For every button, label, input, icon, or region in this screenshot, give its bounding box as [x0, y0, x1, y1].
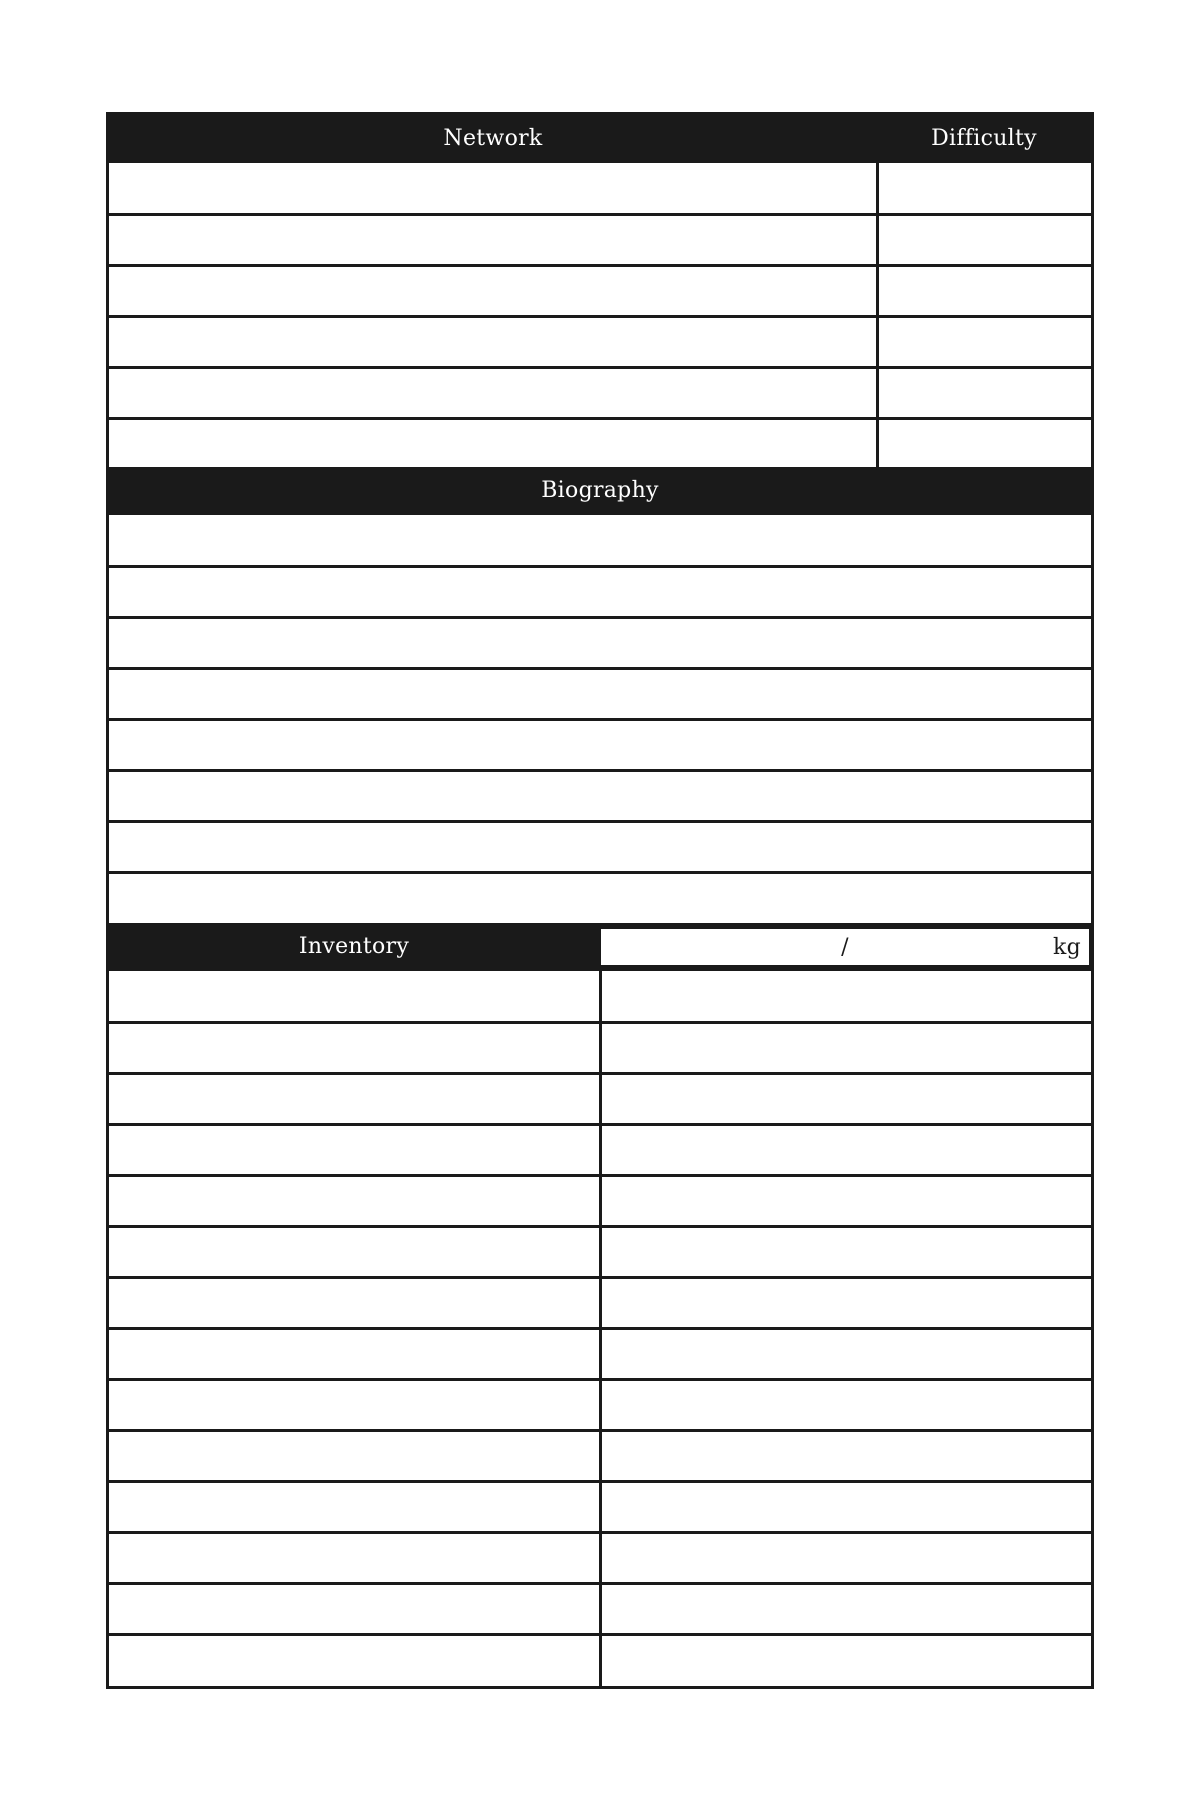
biography-row-line: [109, 667, 1091, 670]
network-row[interactable]: [109, 265, 1091, 316]
biography-row[interactable]: [109, 668, 1091, 719]
biography-row-line: [109, 871, 1091, 874]
network-row-line: [109, 213, 1091, 216]
biography-row[interactable]: [109, 770, 1091, 821]
inventory-header: [109, 923, 599, 971]
biography-row-line: [109, 565, 1091, 568]
biography-row-line: [109, 718, 1091, 721]
biography-row[interactable]: [109, 872, 1091, 923]
difficulty-title: Difficulty: [931, 126, 1037, 151]
capacity-field[interactable]: [601, 929, 1089, 965]
difficulty-header: [877, 115, 1091, 163]
biography-row[interactable]: [109, 821, 1091, 872]
network-title: Network: [443, 126, 543, 151]
capacity-header: [599, 923, 1091, 971]
network-row[interactable]: [109, 214, 1091, 265]
inventory-section: [109, 923, 1091, 1686]
network-column-divider: [876, 163, 879, 469]
network-row[interactable]: [109, 418, 1091, 469]
biography-row-line: [109, 769, 1091, 772]
network-row-line: [109, 366, 1091, 369]
network-row[interactable]: [109, 316, 1091, 367]
biography-row[interactable]: [109, 515, 1091, 566]
network-row-line: [109, 264, 1091, 267]
biography-row[interactable]: [109, 617, 1091, 668]
network-row-line: [109, 315, 1091, 318]
network-row[interactable]: [109, 163, 1091, 214]
biography-row-line: [109, 820, 1091, 823]
biography-header: [109, 467, 1091, 515]
biography-row[interactable]: [109, 719, 1091, 770]
capacity-unit: kg: [1052, 935, 1081, 960]
network-row-line: [109, 417, 1091, 420]
capacity-separator: /: [841, 935, 849, 960]
inventory-column-divider: [599, 971, 602, 1686]
biography-row[interactable]: [109, 566, 1091, 617]
network-section: [109, 115, 1091, 469]
character-sheet: [106, 112, 1094, 1689]
inventory-title: Inventory: [298, 934, 410, 959]
biography-section: [109, 467, 1091, 922]
network-row[interactable]: [109, 367, 1091, 418]
network-header: [109, 115, 877, 163]
biography-title: Biography: [541, 478, 659, 503]
biography-row-line: [109, 616, 1091, 619]
